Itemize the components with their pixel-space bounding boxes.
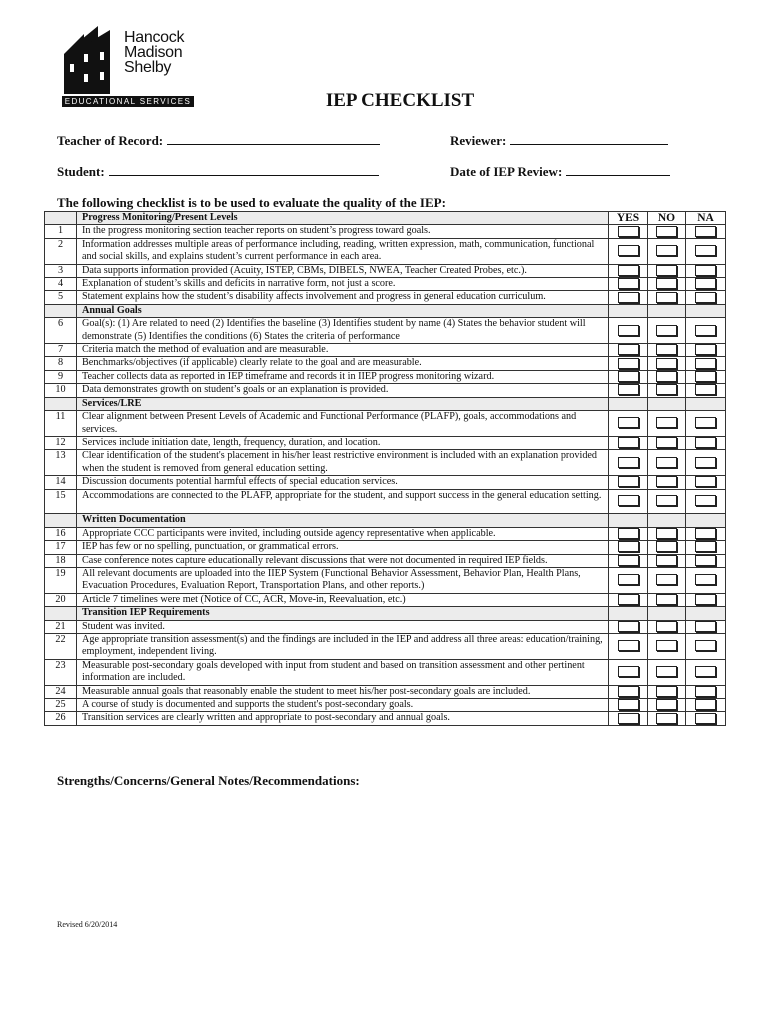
yes-checkbox[interactable]: [618, 555, 639, 566]
na-checkbox[interactable]: [695, 278, 716, 289]
item-text: Criteria match the method of evaluation and are measurable.: [77, 344, 609, 357]
yes-cell: [609, 436, 648, 449]
section-title: Services/LRE: [77, 397, 609, 410]
na-cell: [686, 476, 726, 489]
date-of-review-input[interactable]: [566, 165, 670, 176]
section-title: Progress Monitoring/Present Levels: [77, 212, 609, 225]
yes-checkbox[interactable]: [618, 457, 639, 468]
yes-cell: [609, 344, 648, 357]
item-text: All relevant documents are uploaded into the IIEP System (Functional Behavior Assessment, Behavior Plan, Health Plans, Evacuation Procedures, Evaluation Report, Transportation Plans, and other reports.): [77, 567, 609, 593]
checklist-item-row: [45, 633, 726, 659]
teacher-of-record-field: [57, 133, 380, 149]
section-title: Transition IEP Requirements: [77, 607, 609, 620]
yes-checkbox[interactable]: [618, 265, 639, 276]
no-checkbox[interactable]: [656, 292, 677, 303]
item-text: Benchmarks/objectives (if applicable) clearly relate to the goal and are measurable.: [77, 357, 609, 370]
no-checkbox[interactable]: [656, 713, 677, 724]
na-checkbox[interactable]: [695, 713, 716, 724]
na-cell: [686, 278, 726, 291]
yes-cell: [609, 527, 648, 540]
item-number: 8: [45, 357, 77, 370]
na-checkbox[interactable]: [695, 226, 716, 237]
logo-line-madison: Madison: [124, 44, 183, 61]
na-cell: [686, 225, 726, 238]
na-cell: [686, 633, 726, 659]
na-cell: [686, 370, 726, 383]
reviewer-label: Reviewer:: [450, 133, 507, 148]
yes-checkbox[interactable]: [618, 541, 639, 552]
page-title: IEP CHECKLIST: [325, 90, 475, 111]
checklist-item-row: [45, 476, 726, 489]
yes-checkbox[interactable]: [618, 245, 639, 256]
no-checkbox[interactable]: [656, 278, 677, 289]
item-text: Goal(s): (1) Are related to need (2) Identifies the baseline (3) Identifies student by name (4) States the behavior student will demonstrate (5) Identifies the conditions (6) States the criteria of performance: [77, 318, 609, 344]
no-checkbox[interactable]: [656, 371, 677, 382]
item-number: 14: [45, 476, 77, 489]
section-empty-cell: [648, 397, 686, 410]
yes-checkbox[interactable]: [618, 686, 639, 697]
item-number: 16: [45, 527, 77, 540]
no-cell: [648, 567, 686, 593]
no-checkbox[interactable]: [656, 686, 677, 697]
item-text: Accommodations are connected to the PLAFP, appropriate for the student, and support success in the general education setting.: [77, 489, 609, 514]
na-checkbox[interactable]: [695, 457, 716, 468]
checklist-item-row: [45, 411, 726, 437]
student-label: Student:: [57, 164, 105, 179]
no-cell: [648, 291, 686, 304]
checklist-intro: The following checklist is to be used to evaluate the quality of the IEP:: [57, 195, 446, 210]
yes-checkbox[interactable]: [618, 344, 639, 355]
item-text: Measurable annual goals that reasonably enable the student to meet his/her post-secondary goals are included.: [77, 685, 609, 698]
item-number: 26: [45, 712, 77, 725]
section-empty-cell: [609, 304, 648, 317]
na-checkbox[interactable]: [695, 292, 716, 303]
no-checkbox[interactable]: [656, 344, 677, 355]
no-checkbox[interactable]: [656, 325, 677, 336]
no-cell: [648, 318, 686, 344]
checklist-item-row: [45, 357, 726, 370]
yes-checkbox[interactable]: [618, 476, 639, 487]
section-header-row: [45, 212, 726, 225]
na-checkbox[interactable]: [695, 344, 716, 355]
no-cell: [648, 357, 686, 370]
item-number: 12: [45, 436, 77, 449]
yes-checkbox[interactable]: [618, 278, 639, 289]
section-number-cell: [45, 607, 77, 620]
checklist-item-row: [45, 712, 726, 725]
no-cell: [648, 633, 686, 659]
item-number: 4: [45, 278, 77, 291]
section-number-cell: [45, 397, 77, 410]
na-cell: [686, 357, 726, 370]
student-input[interactable]: [109, 165, 379, 176]
na-cell: [686, 384, 726, 397]
teacher-of-record-input[interactable]: [167, 134, 380, 145]
item-number: 10: [45, 384, 77, 397]
checklist-item-row: [45, 384, 726, 397]
na-cell: [686, 318, 726, 344]
yes-cell: [609, 450, 648, 476]
section-empty-cell: [686, 397, 726, 410]
no-cell: [648, 476, 686, 489]
checklist-item-row: [45, 685, 726, 698]
na-cell: [686, 593, 726, 606]
yes-cell: [609, 489, 648, 514]
na-checkbox[interactable]: [695, 555, 716, 566]
checklist-item-row: [45, 567, 726, 593]
logo-band: EDUCATIONAL SERVICES: [62, 96, 194, 107]
na-checkbox[interactable]: [695, 495, 716, 506]
item-text: Article 7 timelines were met (Notice of CC, ACR, Move-in, Reevaluation, etc.): [77, 593, 609, 606]
no-checkbox[interactable]: [656, 574, 677, 585]
yes-cell: [609, 633, 648, 659]
no-checkbox[interactable]: [656, 541, 677, 552]
yes-checkbox[interactable]: [618, 325, 639, 336]
no-cell: [648, 685, 686, 698]
na-checkbox[interactable]: [695, 541, 716, 552]
yes-checkbox[interactable]: [618, 384, 639, 395]
yes-cell: [609, 357, 648, 370]
item-number: 18: [45, 554, 77, 567]
item-text: Explanation of student’s skills and deficits in narrative form, not just a score.: [77, 278, 609, 291]
section-empty-cell: [648, 514, 686, 527]
checklist-item-row: [45, 620, 726, 633]
no-checkbox[interactable]: [656, 265, 677, 276]
checklist-item-row: [45, 541, 726, 554]
checklist-item-row: [45, 436, 726, 449]
na-checkbox[interactable]: [695, 640, 716, 651]
yes-cell: [609, 238, 648, 264]
na-cell: [686, 554, 726, 567]
no-checkbox[interactable]: [656, 437, 677, 448]
no-cell: [648, 238, 686, 264]
yes-checkbox[interactable]: [618, 574, 639, 585]
na-cell: [686, 712, 726, 725]
yes-cell: [609, 620, 648, 633]
checklist-item-row: [45, 370, 726, 383]
section-empty-cell: [686, 514, 726, 527]
na-checkbox[interactable]: [695, 476, 716, 487]
na-cell: [686, 411, 726, 437]
no-checkbox[interactable]: [656, 594, 677, 605]
logo-line-shelby: Shelby: [124, 59, 172, 76]
yes-checkbox[interactable]: [618, 528, 639, 539]
item-number: 7: [45, 344, 77, 357]
no-cell: [648, 554, 686, 567]
item-number: 24: [45, 685, 77, 698]
na-checkbox[interactable]: [695, 384, 716, 395]
yes-checkbox[interactable]: [618, 666, 639, 677]
no-checkbox[interactable]: [656, 640, 677, 651]
na-checkbox[interactable]: [695, 325, 716, 336]
item-number: 2: [45, 238, 77, 264]
item-text: Data demonstrates growth on student’s goals or an explanation is provided.: [77, 384, 609, 397]
checklist-item-row: [45, 291, 726, 304]
item-number: 9: [45, 370, 77, 383]
item-number: 15: [45, 489, 77, 514]
no-cell: [648, 712, 686, 725]
na-cell: [686, 685, 726, 698]
na-cell: [686, 699, 726, 712]
section-empty-cell: [686, 607, 726, 620]
item-number: 25: [45, 699, 77, 712]
no-cell: [648, 436, 686, 449]
column-header-yes: YES: [609, 212, 648, 225]
na-cell: [686, 567, 726, 593]
no-cell: [648, 659, 686, 685]
column-header-no: NO: [648, 212, 686, 225]
na-checkbox[interactable]: [695, 265, 716, 276]
yes-checkbox[interactable]: [618, 495, 639, 506]
no-checkbox[interactable]: [656, 699, 677, 710]
na-checkbox[interactable]: [695, 371, 716, 382]
yes-cell: [609, 476, 648, 489]
item-text: Student was invited.: [77, 620, 609, 633]
yes-checkbox[interactable]: [618, 594, 639, 605]
section-number-cell: [45, 304, 77, 317]
na-checkbox[interactable]: [695, 594, 716, 605]
checklist-item-row: [45, 593, 726, 606]
checklist-item-row: [45, 527, 726, 540]
yes-checkbox[interactable]: [618, 371, 639, 382]
yes-cell: [609, 291, 648, 304]
checklist-item-row: [45, 264, 726, 277]
item-number: 22: [45, 633, 77, 659]
na-cell: [686, 541, 726, 554]
checklist-item-row: [45, 450, 726, 476]
column-header-na: NA: [686, 212, 726, 225]
na-cell: [686, 238, 726, 264]
revised-date: Revised 6/20/2014: [57, 920, 118, 929]
na-cell: [686, 436, 726, 449]
item-number: 23: [45, 659, 77, 685]
na-cell: [686, 620, 726, 633]
no-checkbox[interactable]: [656, 555, 677, 566]
no-cell: [648, 278, 686, 291]
no-checkbox[interactable]: [656, 666, 677, 677]
na-checkbox[interactable]: [695, 437, 716, 448]
na-checkbox[interactable]: [695, 666, 716, 677]
section-empty-cell: [648, 304, 686, 317]
item-number: 13: [45, 450, 77, 476]
item-text: Case conference notes capture educationally relevant discussions that were not documented in required IEP fields.: [77, 554, 609, 567]
no-checkbox[interactable]: [656, 226, 677, 237]
no-checkbox[interactable]: [656, 476, 677, 487]
item-text: Data supports information provided (Acuity, ISTEP, CBMs, DIBELS, NWEA, Teacher Created Probes, etc.).: [77, 264, 609, 277]
na-checkbox[interactable]: [695, 528, 716, 539]
checklist-item-row: [45, 225, 726, 238]
checklist-item-row: [45, 699, 726, 712]
item-text: Appropriate CCC participants were invited, including outside agency representative when applicable.: [77, 527, 609, 540]
item-text: Measurable post-secondary goals developed with input from student and based on transition assessment and other pertinent information are included.: [77, 659, 609, 685]
reviewer-input[interactable]: [510, 134, 668, 145]
section-number-cell: [45, 514, 77, 527]
item-number: 19: [45, 567, 77, 593]
yes-cell: [609, 554, 648, 567]
yes-cell: [609, 278, 648, 291]
no-checkbox[interactable]: [656, 457, 677, 468]
student-field: [57, 164, 379, 180]
no-cell: [648, 264, 686, 277]
no-checkbox[interactable]: [656, 358, 677, 369]
item-text: Age appropriate transition assessment(s) and the findings are included in the IEP and address all three areas: education/training, employment, independent living.: [77, 633, 609, 659]
item-text: In the progress monitoring section teacher reports on student’s progress toward goals.: [77, 225, 609, 238]
yes-cell: [609, 318, 648, 344]
na-cell: [686, 344, 726, 357]
na-cell: [686, 489, 726, 514]
na-checkbox[interactable]: [695, 686, 716, 697]
yes-cell: [609, 264, 648, 277]
na-checkbox[interactable]: [695, 574, 716, 585]
item-number: 5: [45, 291, 77, 304]
section-header-row: [45, 397, 726, 410]
yes-cell: [609, 593, 648, 606]
no-checkbox[interactable]: [656, 245, 677, 256]
no-checkbox[interactable]: [656, 528, 677, 539]
yes-checkbox[interactable]: [618, 621, 639, 632]
logo-line-hancock: Hancock: [124, 29, 185, 46]
no-cell: [648, 541, 686, 554]
checklist-item-row: [45, 344, 726, 357]
section-empty-cell: [609, 607, 648, 620]
na-checkbox[interactable]: [695, 621, 716, 632]
logo: [62, 24, 194, 110]
section-empty-cell: [609, 397, 648, 410]
checklist-item-row: [45, 278, 726, 291]
yes-cell: [609, 685, 648, 698]
item-text: Services include initiation date, length, frequency, duration, and location.: [77, 436, 609, 449]
no-cell: [648, 411, 686, 437]
no-checkbox[interactable]: [656, 417, 677, 428]
item-text: Clear identification of the student's placement in his/her least restrictive environment is included with an explanation provided when the student is removed from general education setting.: [77, 450, 609, 476]
strengths-concerns-heading: Strengths/Concerns/General Notes/Recommendations:: [57, 773, 360, 788]
item-number: 6: [45, 318, 77, 344]
item-number: 21: [45, 620, 77, 633]
item-number: 11: [45, 411, 77, 437]
na-checkbox[interactable]: [695, 417, 716, 428]
yes-cell: [609, 541, 648, 554]
yes-cell: [609, 567, 648, 593]
yes-cell: [609, 225, 648, 238]
no-cell: [648, 699, 686, 712]
checklist-item-row: [45, 659, 726, 685]
item-text: Teacher collects data as reported in IEP timeframe and records it in IIEP progress monitoring wizard.: [77, 370, 609, 383]
na-checkbox[interactable]: [695, 358, 716, 369]
na-checkbox[interactable]: [695, 245, 716, 256]
yes-checkbox[interactable]: [618, 226, 639, 237]
item-text: IEP has few or no spelling, punctuation, or grammatical errors.: [77, 541, 609, 554]
section-title: Written Documentation: [77, 514, 609, 527]
teacher-of-record-label: Teacher of Record:: [57, 133, 164, 148]
section-empty-cell: [686, 304, 726, 317]
na-checkbox[interactable]: [695, 699, 716, 710]
yes-cell: [609, 411, 648, 437]
checklist-item-row: [45, 489, 726, 514]
na-cell: [686, 450, 726, 476]
item-text: Clear alignment between Present Levels of Academic and Functional Performance (PLAFP), goals, accommodations and services.: [77, 411, 609, 437]
no-cell: [648, 225, 686, 238]
na-cell: [686, 291, 726, 304]
item-text: Discussion documents potential harmful effects of special education services.: [77, 476, 609, 489]
section-empty-cell: [648, 607, 686, 620]
section-header-row: [45, 304, 726, 317]
date-of-review-field: [450, 164, 670, 180]
yes-cell: [609, 370, 648, 383]
item-number: 3: [45, 264, 77, 277]
section-empty-cell: [609, 514, 648, 527]
logo-text: [124, 30, 184, 75]
item-text: Information addresses multiple areas of performance including, reading, written expression, math, communication, functional and social skills, and explains student’s current performance in each area.: [77, 238, 609, 264]
section-header-row: [45, 607, 726, 620]
yes-checkbox[interactable]: [618, 292, 639, 303]
no-checkbox[interactable]: [656, 621, 677, 632]
no-cell: [648, 450, 686, 476]
yes-checkbox[interactable]: [618, 358, 639, 369]
no-checkbox[interactable]: [656, 384, 677, 395]
yes-checkbox[interactable]: [618, 417, 639, 428]
reviewer-field: [450, 133, 668, 149]
section-header-row: [45, 514, 726, 527]
checklist-table: [44, 211, 726, 726]
yes-checkbox[interactable]: [618, 713, 639, 724]
item-number: 17: [45, 541, 77, 554]
section-title: Annual Goals: [77, 304, 609, 317]
no-cell: [648, 527, 686, 540]
date-of-review-label: Date of IEP Review:: [450, 164, 563, 179]
item-number: 1: [45, 225, 77, 238]
no-cell: [648, 489, 686, 514]
yes-checkbox[interactable]: [618, 699, 639, 710]
checklist-item-row: [45, 238, 726, 264]
no-cell: [648, 593, 686, 606]
yes-cell: [609, 699, 648, 712]
checklist-item-row: [45, 318, 726, 344]
no-cell: [648, 344, 686, 357]
item-text: Statement explains how the student’s disability affects involvement and progress in general education curriculum.: [77, 291, 609, 304]
na-cell: [686, 264, 726, 277]
no-checkbox[interactable]: [656, 495, 677, 506]
checklist-item-row: [45, 554, 726, 567]
no-cell: [648, 370, 686, 383]
item-number: 20: [45, 593, 77, 606]
yes-cell: [609, 384, 648, 397]
yes-cell: [609, 659, 648, 685]
na-cell: [686, 527, 726, 540]
na-cell: [686, 659, 726, 685]
item-text: Transition services are clearly written and appropriate to post-secondary and annual goals.: [77, 712, 609, 725]
item-text: A course of study is documented and supports the student's post-secondary goals.: [77, 699, 609, 712]
section-number-cell: [45, 212, 77, 225]
yes-checkbox[interactable]: [618, 640, 639, 651]
no-cell: [648, 384, 686, 397]
school-buildings-icon: [62, 24, 120, 94]
no-cell: [648, 620, 686, 633]
yes-cell: [609, 712, 648, 725]
yes-checkbox[interactable]: [618, 437, 639, 448]
